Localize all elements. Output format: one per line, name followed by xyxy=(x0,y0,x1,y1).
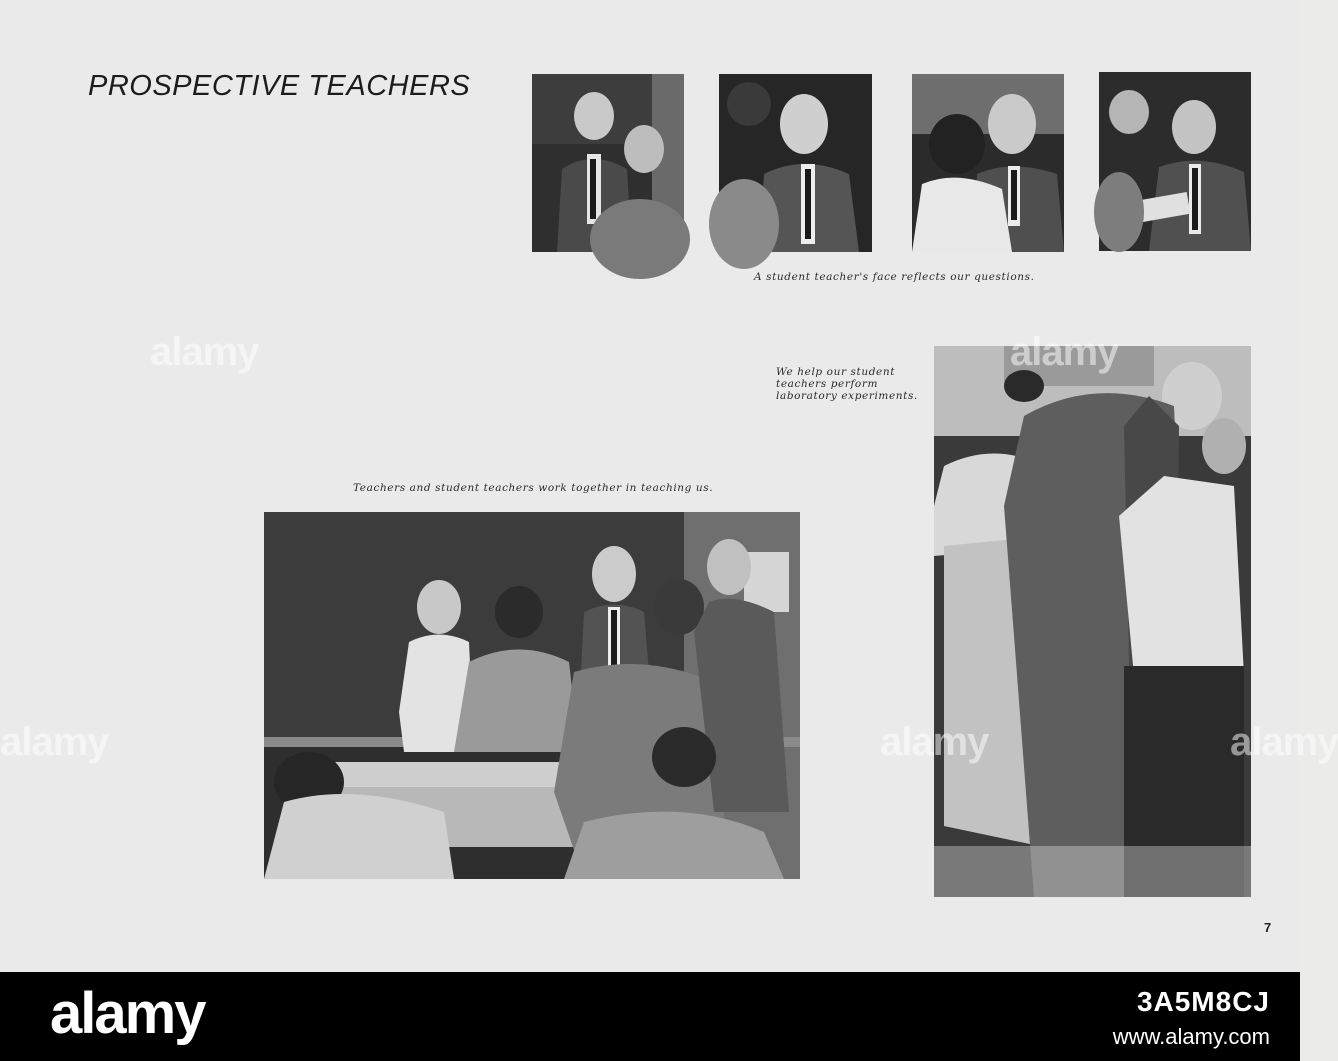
lab-caption-line: laboratory experiments. xyxy=(776,390,918,403)
strip-photo-4 xyxy=(1099,72,1251,251)
image-id: 3A5M8CJ xyxy=(1136,986,1270,1017)
page-title: PROSPECTIVE TEACHERS xyxy=(88,70,471,102)
strip-photo-2 xyxy=(719,74,872,252)
lab-caption xyxy=(776,366,918,402)
site-url: www.alamy.com xyxy=(1112,1024,1270,1049)
watermark: alamy xyxy=(880,720,989,764)
footer-meta xyxy=(1113,986,1270,1050)
lab-caption-line: We help our student xyxy=(776,366,896,378)
brand-logo: alamy xyxy=(50,981,205,1046)
watermark: alamy xyxy=(1230,720,1338,764)
classroom-caption: Teachers and student teachers work together in teaching us. xyxy=(353,482,714,494)
lab-caption-line: teachers perform xyxy=(776,378,879,391)
classroom-photo xyxy=(264,512,800,879)
strip-photo-3 xyxy=(912,74,1064,252)
page-number: 7 xyxy=(1264,920,1272,935)
stock-footer xyxy=(0,972,1300,1061)
watermark: alamy xyxy=(150,330,259,374)
watermark: alamy xyxy=(0,720,109,764)
strip-caption: A student teacher's face reflects our questions. xyxy=(754,271,1035,283)
strip-photo-1 xyxy=(532,74,684,252)
watermark: alamy xyxy=(1010,330,1119,374)
lab-photo xyxy=(934,346,1251,897)
